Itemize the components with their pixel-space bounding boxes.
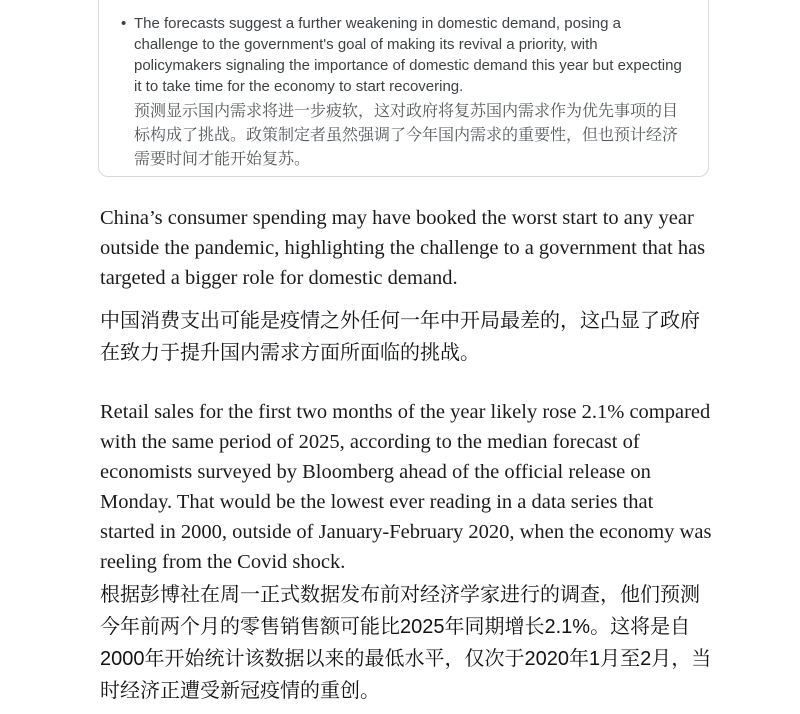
article-paragraph-en-2: Retail sales for the first two months of the year likely rose 2.1% compared with the same period of 2025, according to the median forecast of economists surveyed by Bloomberg ahead of the official release on Monday. That would be the lowest ever reading in a data series that started in 2000, outside of January-February 2020, when the economy was reeling from the Covid shock. xyxy=(100,401,712,573)
summary-text-en: The forecasts suggest a further weakening in domestic demand, posing a challenge to the government's goal of making its revival a priority, with policymakers signaling the importance of domestic demand this year but expecting it to take time for the economy to start recovering. xyxy=(134,15,682,95)
bullet-icon: • xyxy=(121,15,127,32)
article-paragraph-zh-1: 中国消费支出可能是疫情之外任何一年中开局最差的，这凸显了政府在致力于提升国内需求方面所面临的挑战。 xyxy=(100,310,700,364)
summary-text-zh: 预测显示国内需求将进一步疲软，这对政府将复苏国内需求作为优先事项的目标构成了挑战。政策制定者虽然强调了今年国内需求的重要性，但也预计经济需要时间才能开始复苏。 xyxy=(134,103,679,168)
article-body xyxy=(100,203,712,707)
summary-box xyxy=(98,0,709,177)
article-paragraph-zh-2: 根据彭博社在周一正式数据发布前对经济学家进行的调查，他们预测今年前两个月的零售销售额可能比2025年同期增长2.1%。这将是自2000年开始统计该数据以来的最低水平，仅次于2020年1月至2月，当时经济正遭受新冠疫情的重创。 xyxy=(100,584,712,702)
article-paragraph-en-1: China’s consumer spending may have booked the worst start to any year outside the pandemic, highlighting the challenge to a government that has targeted a bigger role for domestic demand. xyxy=(100,207,706,289)
summary-bullet-item xyxy=(121,13,684,97)
